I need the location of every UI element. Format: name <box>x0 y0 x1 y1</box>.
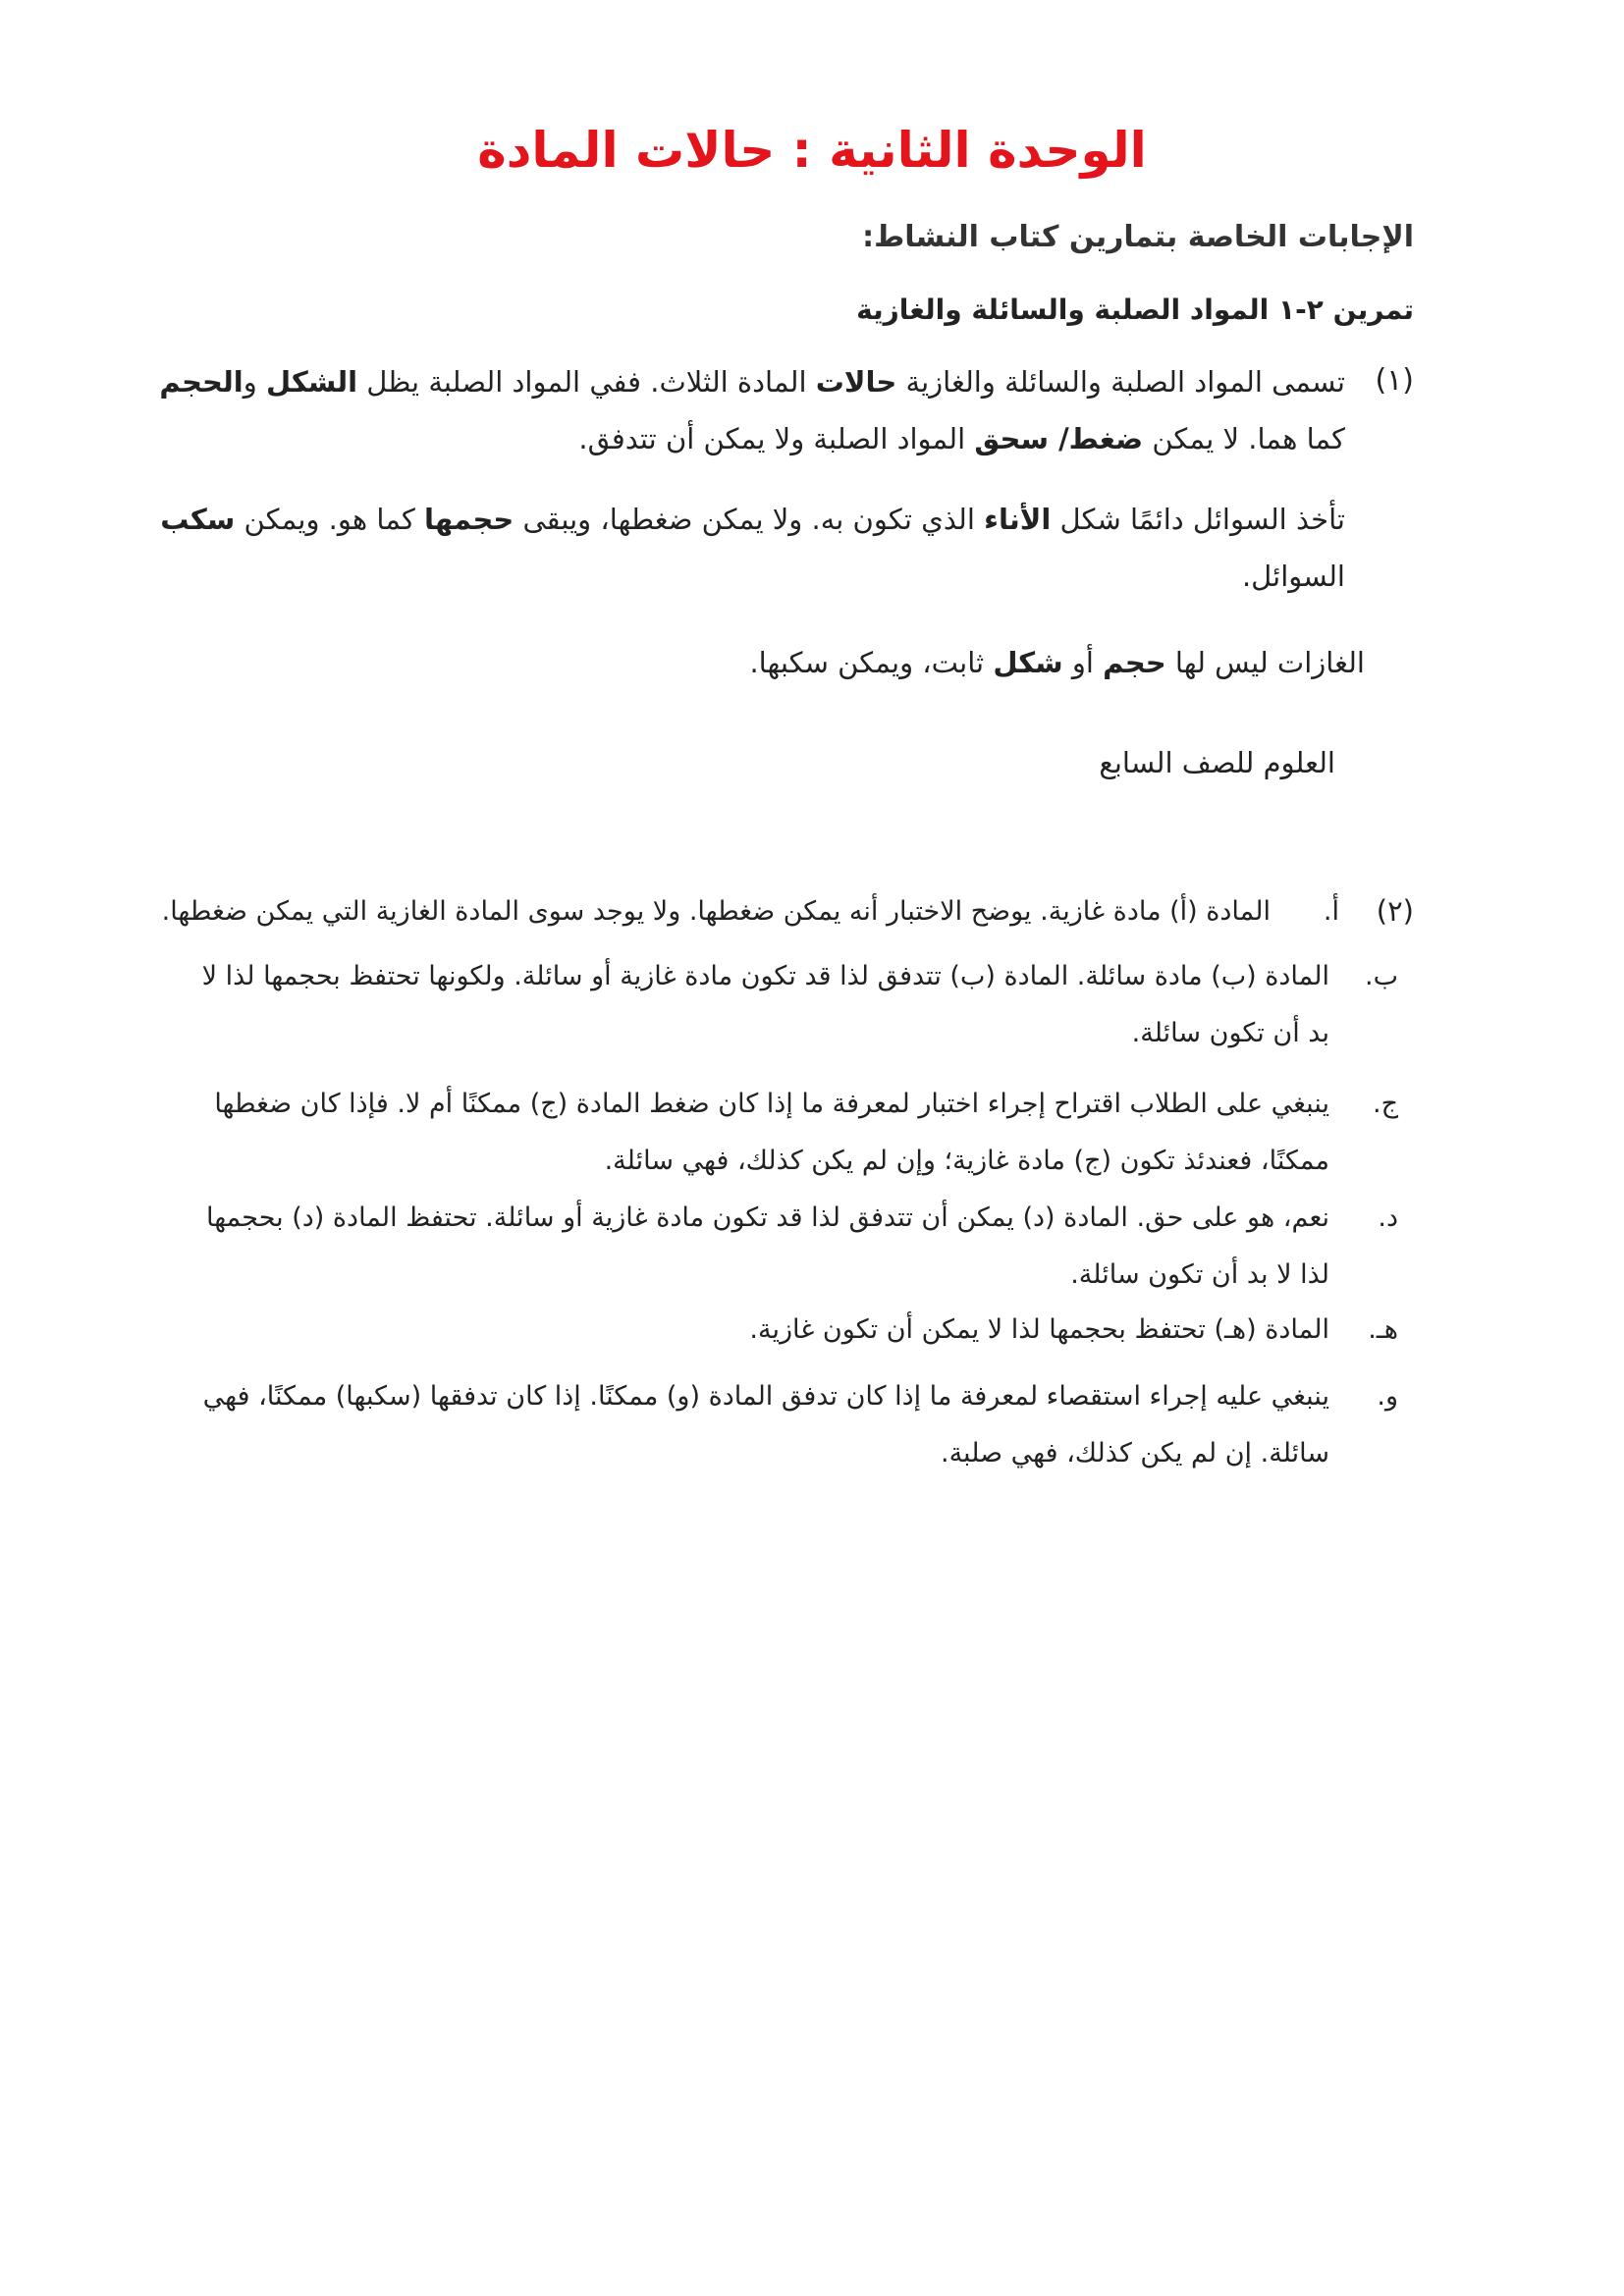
item-letter: د. <box>1378 1202 1398 1233</box>
question-1-paragraph-liquids <box>118 491 1345 605</box>
question-1-paragraph-solids <box>118 353 1345 467</box>
item-text: ينبغي على الطلاب اقتراح إجراء اختبار لمعرفة ما إذا كان ضغط المادة (ج) ممكنًا أم لا. فإذا كان ضغطها ممكنًا، فعندئذ تكون (ج) مادة غازية؛ وإن لم يكن كذلك، فهي سائلة. <box>214 1089 1329 1176</box>
item-text: المادة (هـ) تحتفظ بحجمها لذا لا يمكن أن تكون غازية. <box>749 1314 1329 1345</box>
bold-term: شكل <box>993 646 1063 679</box>
text-segment: الغازات ليس لها <box>1165 646 1365 679</box>
item-letter: و. <box>1377 1381 1398 1412</box>
item-letter: أ. <box>1323 896 1339 927</box>
item-letter: ب. <box>1364 961 1398 991</box>
bold-term: حالات <box>815 365 897 399</box>
bold-term: ضغط/ سحق <box>974 422 1144 455</box>
text-segment: كما هو. ويمكن <box>235 503 425 536</box>
item-text: المادة (أ) مادة غازية. يوضح الاختبار أنه يمكن ضغطها. ولا يوجد سوى المادة الغازية التي يمكن ضغطها. <box>161 896 1271 927</box>
item-letter: هـ. <box>1368 1314 1398 1345</box>
text-segment: أو <box>1062 646 1104 679</box>
section-heading: الإجابات الخاصة بتمارين كتاب النشاط: <box>862 220 1414 254</box>
item-letter: ج. <box>1372 1089 1398 1119</box>
text-segment: السوائل. <box>1241 560 1345 593</box>
question-1-paragraph-gases <box>137 634 1365 691</box>
text-segment: الذي تكون به. ولا يمكن ضغطها، ويبقى <box>514 503 985 536</box>
item-text: ينبغي عليه إجراء استقصاء لمعرفة ما إذا كان تدفق المادة (و) ممكنًا. إذا كان تدفقها (سكبها) ممكنًا، فهي سائلة. إن لم يكن كذلك، فهي صلبة. <box>202 1381 1329 1468</box>
exercise-heading: تمرين ٢-١ المواد الصلبة والسائلة والغازية <box>856 294 1414 326</box>
question-2-number: (٢) <box>1376 894 1414 928</box>
text-segment: تأخذ السوائل دائمًا شكل <box>1051 503 1345 536</box>
bold-term: الأناء <box>984 503 1052 536</box>
text-segment: المادة الثلاث. ففي المواد الصلبة يظل <box>357 365 816 399</box>
bold-term: سكب <box>160 503 236 536</box>
text-segment: تسمى المواد الصلبة والسائلة والغازية <box>896 365 1345 399</box>
text-segment: و <box>243 365 266 399</box>
text-segment: ثابت، ويمكن سكبها. <box>749 646 994 679</box>
bold-term: حجمها <box>424 503 514 536</box>
text-segment: كما هما. لا يمكن <box>1143 422 1345 455</box>
item-text: المادة (ب) مادة سائلة. المادة (ب) تتدفق لذا قد تكون مادة غازية أو سائلة. ولكونها تحتفظ بحجمها لذا لا بد أن تكون سائلة. <box>201 961 1329 1048</box>
book-footer: العلوم للصف السابع <box>1099 746 1335 779</box>
bold-term: حجم <box>1103 646 1166 679</box>
page-title: الوحدة الثانية : حالات المادة <box>477 122 1147 179</box>
item-text: نعم، هو على حق. المادة (د) يمكن أن تتدفق لذا قد تكون مادة غازية أو سائلة. تحتفظ المادة (د) بحجمها لذا لا بد أن تكون سائلة. <box>206 1202 1329 1290</box>
bold-term: الحجم <box>159 365 244 399</box>
question-1-number: (١) <box>1375 363 1414 398</box>
text-segment: المواد الصلبة ولا يمكن أن تتدفق. <box>578 422 975 455</box>
bold-term: الشكل <box>265 365 358 399</box>
